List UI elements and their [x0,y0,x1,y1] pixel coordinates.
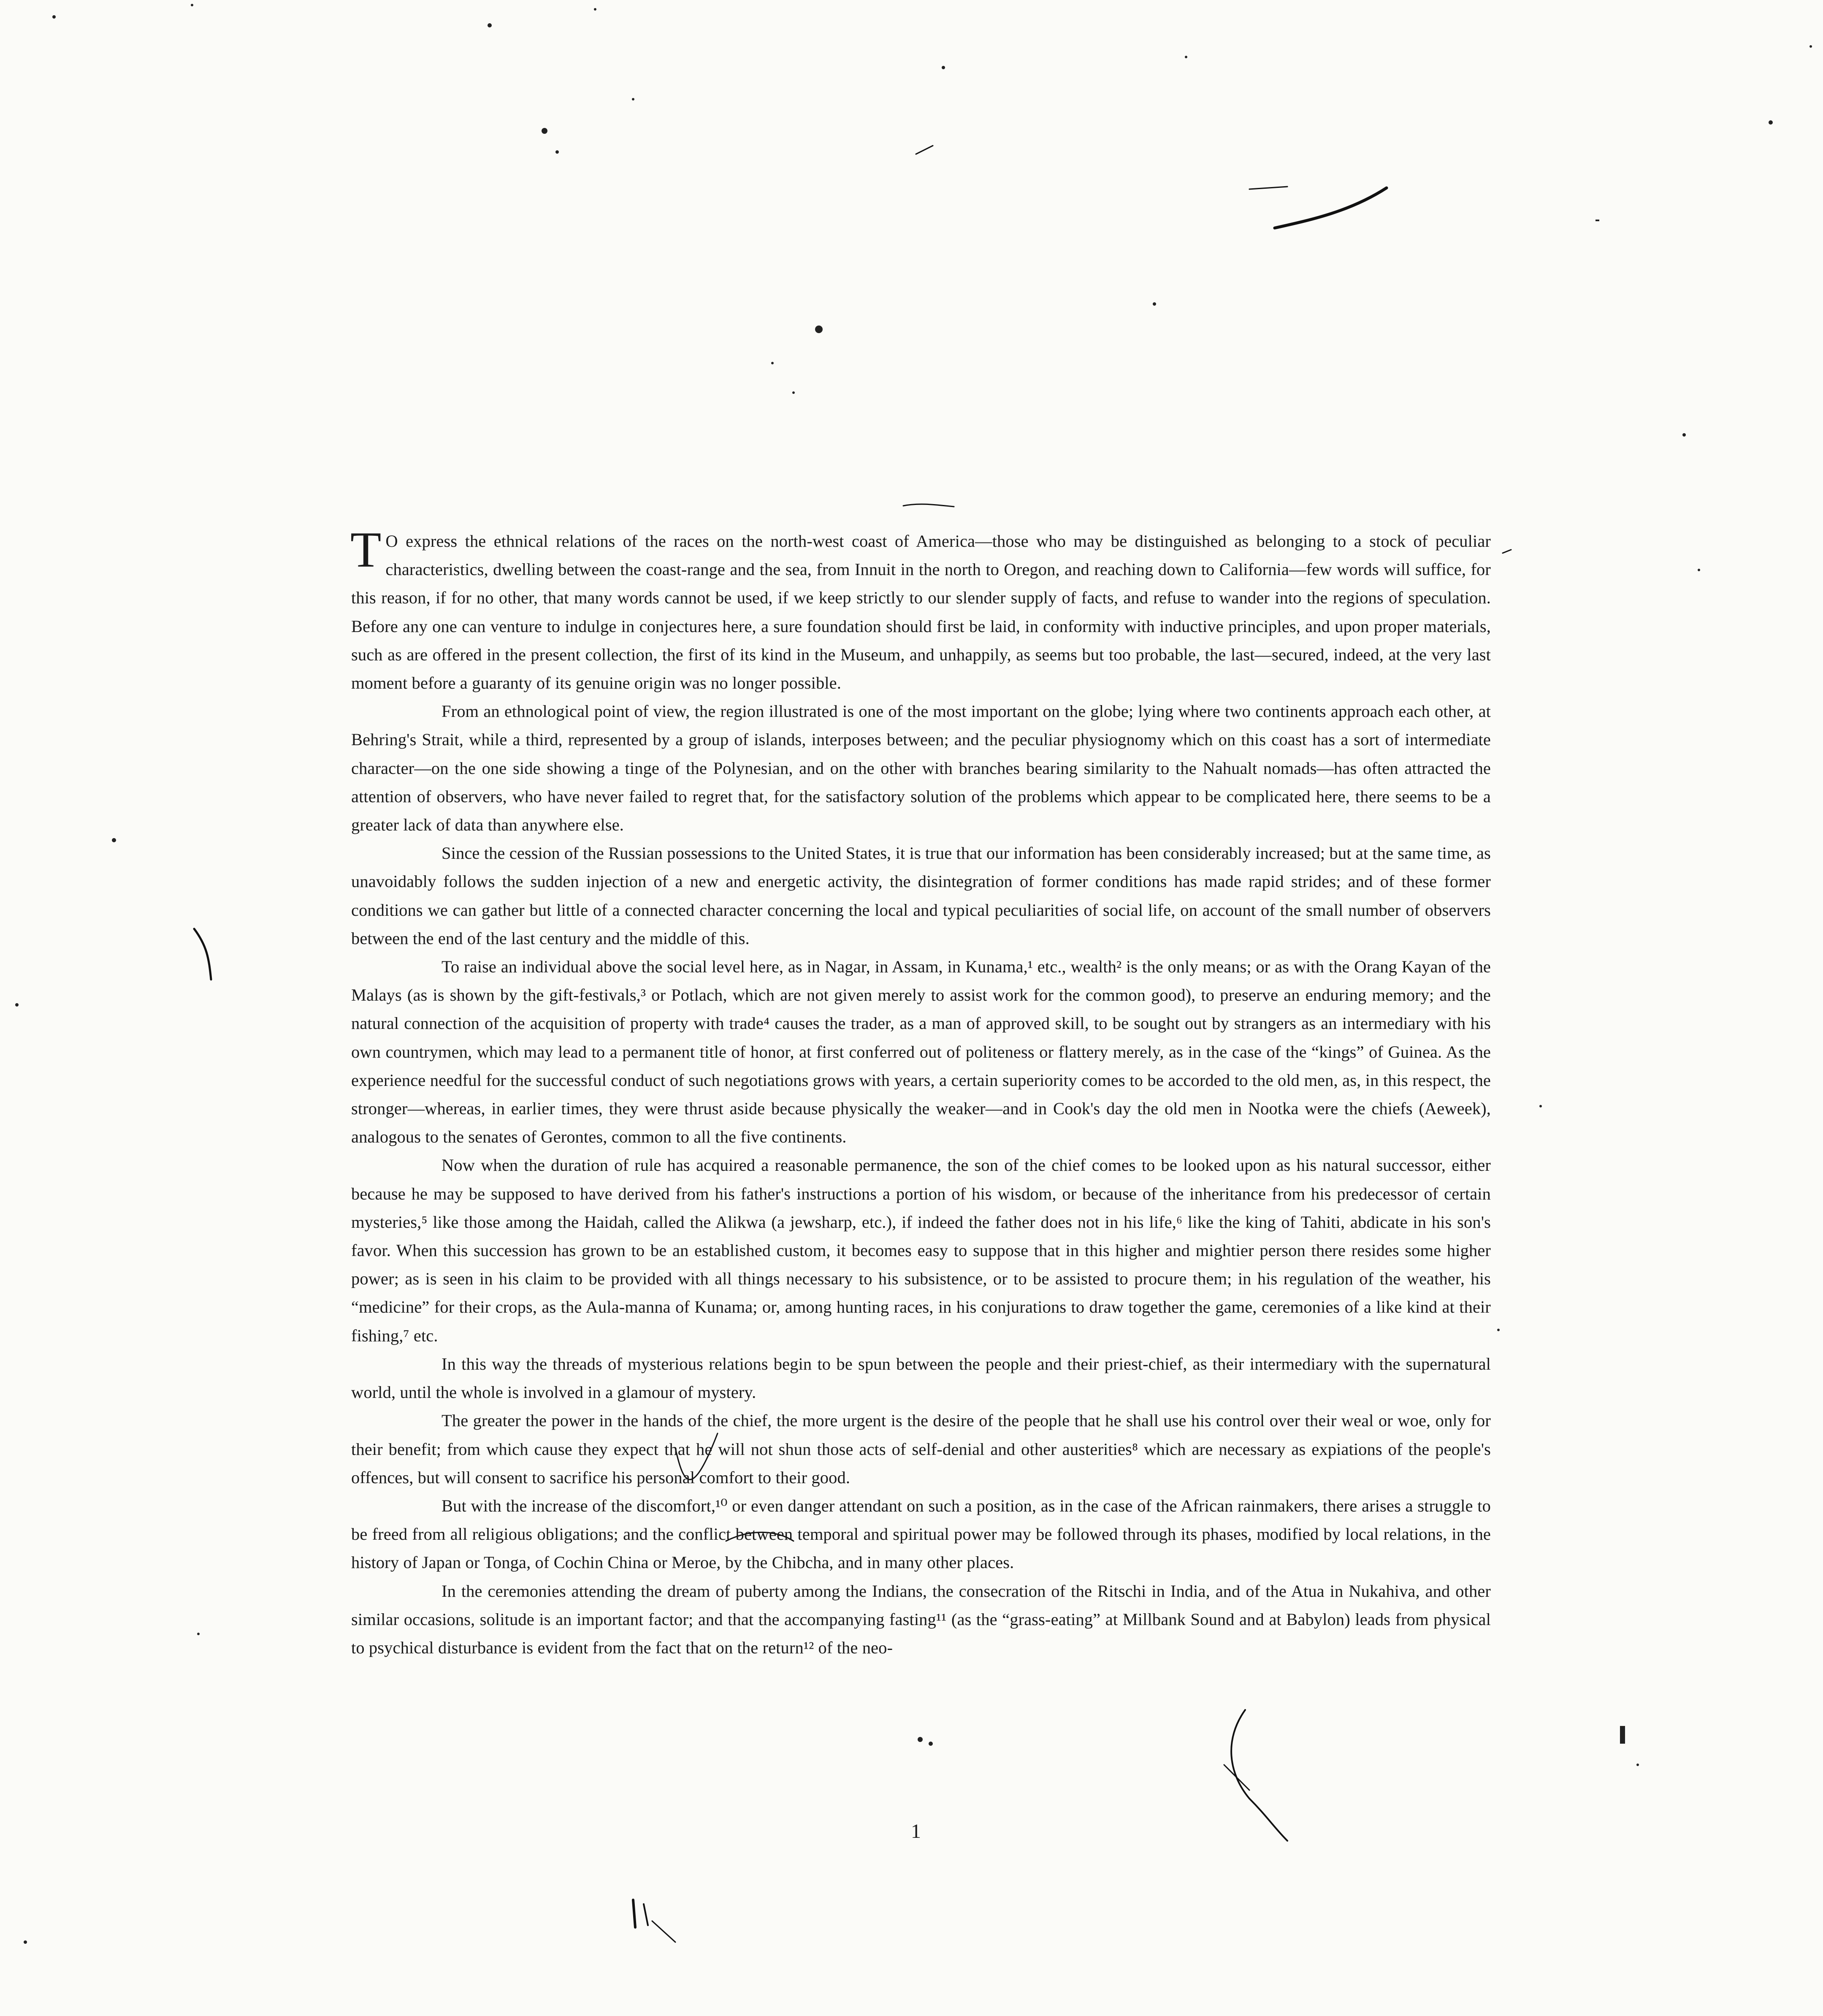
paragraph-4: To raise an individual above the social level here, as in Nagar, in Assam, in Kunama,¹ etc., wealth² is the only means; or as with the Orang Kayan of the Malays (as is shown by the gift-festivals,³ or Potlach, which are not given merely to assist work for the common good), to preserve an enduring memory; and the natural connection of the acquisition of property with trade⁴ causes the trader, as a man of approved skill, to be sought out by strangers as an intermediary with his own countrymen, which may lead to a permanent title of honor, at first conferred out of politeness or flattery merely, as in the case of the “kings” of Guinea. As the experience needful for the successful conduct of such negotiations grows with years, a certain superiority comes to be accorded to the old men, as, in this respect, the stronger—whereas, in earlier times, they were thrust aside because physically the weaker—and in Cook's day the old men in Nootka were the chiefs (Aeweek), analogous to the senates of Gerontes, common to all the five continents. [351,957,1491,1147]
paragraph-7: The greater the power in the hands of the chief, the more urgent is the desire of the people that he shall use his control over their weal or woe, only for their benefit; from which cause they expect that he will not shun those acts of self-denial and other austerities⁸ which are necessary as expiations of the people's offences, but will consent to sacrifice his personal comfort to their good. [351,1411,1491,1487]
paragraph-5: Now when the duration of rule has acquired a reasonable permanence, the son of the chief comes to be looked upon as his natural successor, either because he may be supposed to have derived from his father's instructions a portion of his wisdom, or because of the inheritance from his predecessor of certain mysteries,⁵ like those among the Haidah, called the Alikwa (a jewsharp, etc.), if indeed the father does not in his life,⁶ like the king of Tahiti, abdicate in his son's favor. When this succession has grown to be an established custom, it becomes easy to suppose that in this higher and mightier person there resides some higher power; as is seen in his claim to be provided with all things necessary to his subsistence, or to be assisted to procure them; in his regulation of the weather, his “medicine” for their crops, as the Aula-manna of Kunama; or, among hunting races, in his conjurations to draw together the game, ceremonies of a like kind at their fishing,⁷ etc. [351,1156,1491,1345]
paragraph-1-text: O express the ethnical relations of the races on the north-west coast of America—those who may be distinguished as belonging to a stock of peculiar characteristics, dwelling between the coast-range and the sea, from Innuit in the north to Oregon, and reaching down to California—few words will suffice, for this reason, if for no other, that many words cannot be used, if we keep strictly to our slender supply of facts, and refuse to wander into the regions of speculation. Before any one can venture to indulge in conjectures here, a sure foundation should first be laid, in conformity with inductive principles, and upon proper materials, such as are offered in the present collection, the first of its kind in the Museum, and unhappily, as seems but too probable, the last—secured, indeed, at the very last moment before a guaranty of its genuine origin was no longer possible. [351,532,1491,693]
paragraph-9: In the ceremonies attending the dream of puberty among the Indians, the consecration of the Ritschi in India, and of the Atua in Nukahiva, and other similar occasions, solitude is an important factor; and that the accompanying fasting¹¹ (as the “grass-eating” at Millbank Sound and at Babylon) leads from physical to psychical disturbance is evident from the fact that on the return¹² of the neo- [351,1581,1491,1657]
drop-cap: T [350,521,382,578]
body-text [350,521,1491,1662]
paragraph-1 [350,521,1491,697]
paragraph-6: In this way the threads of mysterious relations begin to be spun between the people and their priest-chief, as their intermediary with the supernatural world, until the whole is involved in a glamour of mystery. [351,1354,1491,1402]
paragraph-8: But with the increase of the discomfort,¹⁰ or even danger attendant on such a position, as in the case of the African rainmakers, there arises a struggle to be freed from all religious obligations; and the conflict between temporal and spiritual power may be followed through its phases, modified by local relations, in the history of Japan or Tonga, of Cochin China or Meroe, by the Chibcha, and in many other places. [351,1496,1491,1572]
page-number: 1 [911,1820,921,1842]
paragraph-3: Since the cession of the Russian possessions to the United States, it is true that our information has been considerably increased; but at the same time, as unavoidably follows the sudden injection of a new and energetic activity, the disintegration of former conditions has made rapid strides; and of these former conditions we can gather but little of a connected character concerning the local and typical peculiarities of social life, on account of the small number of observers between the end of the last century and the middle of this. [351,844,1491,948]
paragraph-2: From an ethnological point of view, the region illustrated is one of the most important on the globe; lying where two continents approach each other, at Behring's Strait, while a third, represented by a group of islands, interposes between; and the peculiar physiognomy which on this coast has a sort of intermediate character—on the one side showing a tinge of the Polynesian, and on the other with branches bearing similarity to the Nahualt nomads—has often attracted the attention of observers, who have never failed to regret that, for the satisfactory solution of the problems which appear to be complicated here, there seems to be a greater lack of data than anywhere else. [351,702,1491,835]
